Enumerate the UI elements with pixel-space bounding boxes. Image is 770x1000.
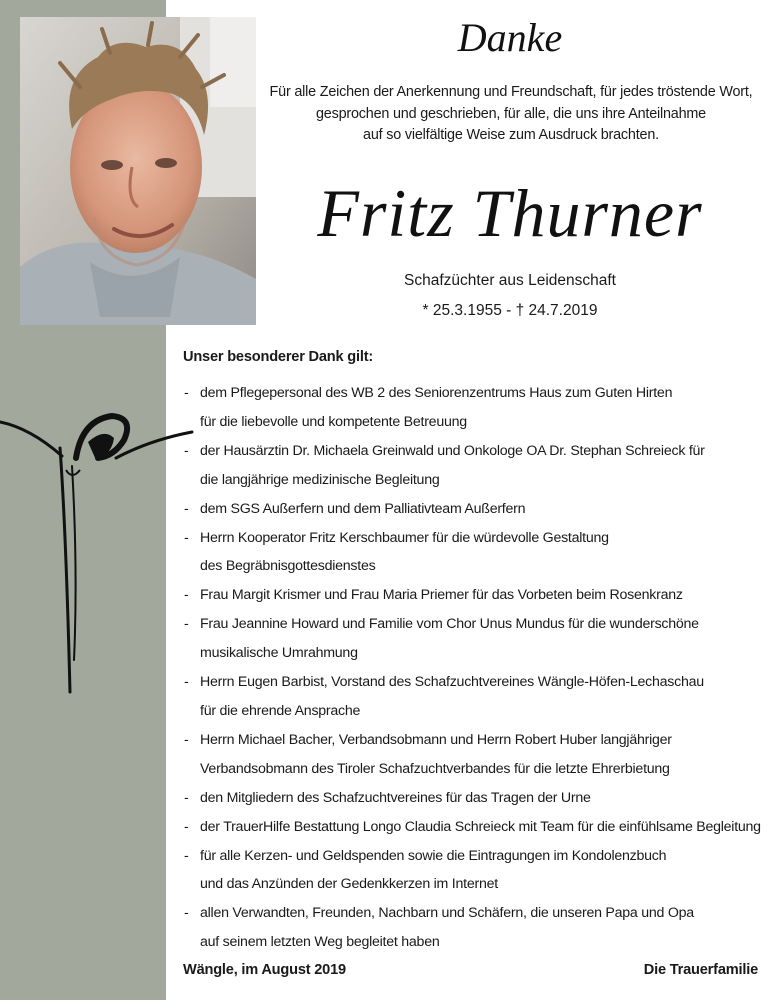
bullet-dash: - (184, 587, 189, 604)
bullet-dash: - (184, 789, 189, 806)
list-item (180, 379, 765, 437)
list-item-line: den Mitgliedern des Schafzuchtvereines für das Tragen der Urne (200, 789, 591, 806)
place-and-date: Wängle, im August 2019 (183, 962, 346, 978)
bullet-dash: - (184, 818, 189, 835)
bullet-dash: - (184, 731, 189, 748)
list-item-line: Herrn Eugen Barbist, Vorstand des Schafzuchtvereines Wängle-Höfen-Lechaschau (200, 674, 704, 691)
list-item (180, 437, 765, 495)
list-item-line: Frau Margit Krismer und Frau Maria Priemer für das Vorbeten beim Rosenkranz (200, 587, 683, 604)
list-item (180, 610, 765, 668)
deceased-subtitle: Schafzüchter aus Leidenschaft (404, 272, 616, 289)
list-item-line: für die ehrende Ansprache (200, 702, 361, 719)
bullet-dash: - (184, 905, 189, 922)
list-item-line: die langjährige medizinische Begleitung (200, 471, 440, 488)
thanks-title: Danke (457, 15, 563, 60)
list-item-line: und das Anzünden der Gedenkkerzen im Internet (200, 876, 498, 893)
list-item-line: allen Verwandten, Freunden, Nachbarn und Schäfern, die unseren Papa und Opa (200, 905, 694, 922)
portrait-photo (20, 17, 256, 325)
life-dates: * 25.3.1955 - † 24.7.2019 (422, 302, 598, 319)
list-item (180, 726, 765, 784)
bullet-dash: - (184, 529, 189, 546)
list-item (180, 899, 765, 957)
thanks-heading: Unser besonderer Dank gilt: (183, 349, 374, 365)
bullet-dash: - (184, 847, 189, 864)
bullet-dash: - (184, 442, 189, 459)
list-item-line: auf seinem letzten Weg begleitet haben (200, 934, 440, 951)
bullet-dash: - (184, 616, 189, 633)
list-item-line: Verbandsobmann des Tiroler Schafzuchtverbandes für die letzte Ehrerbietung (200, 760, 670, 777)
bullet-dash: - (184, 674, 189, 691)
bullet-dash: - (184, 500, 189, 517)
list-item-line: musikalische Umrahmung (200, 645, 358, 662)
bullet-dash: - (184, 385, 189, 401)
deceased-name: Fritz Thurner (317, 175, 703, 251)
intro-line: Für alle Zeichen der Anerkennung und Freundschaft, für jedes tröstende Wort, (269, 84, 753, 100)
list-item (180, 495, 765, 524)
list-item-line: Herrn Kooperator Fritz Kerschbaumer für die würdevolle Gestaltung (200, 529, 609, 546)
list-item (180, 784, 765, 813)
list-item-line: Herrn Michael Bacher, Verbandsobmann und Herrn Robert Huber langjähriger (200, 731, 672, 748)
list-item (180, 668, 765, 726)
list-item-line: dem Pflegepersonal des WB 2 des Seniorenzentrums Haus zum Guten Hirten (200, 385, 673, 401)
list-item-line: für alle Kerzen- und Geldspenden sowie die Eintragungen im Kondolenzbuch (200, 847, 667, 864)
signature: Die Trauerfamilie (643, 962, 758, 978)
crucifix-ornament-icon (0, 370, 200, 710)
intro-line: gesprochen und geschrieben, für alle, die uns ihre Anteilnahme (315, 105, 706, 122)
list-item (180, 813, 765, 842)
list-item-line: der TrauerHilfe Bestattung Longo Claudia Schreieck mit Team für die einfühlsame Begleitung (200, 818, 761, 835)
intro-text (266, 82, 756, 147)
list-item (180, 524, 765, 582)
list-item-line: Frau Jeannine Howard und Familie vom Chor Unus Mundus für die wunderschöne (200, 616, 699, 633)
list-item (180, 581, 765, 610)
intro-line: auf so vielfältige Weise zum Ausdruck brachten. (363, 127, 659, 143)
list-item-line: für die liebevolle und kompetente Betreuung (200, 413, 467, 430)
list-item-line: der Hausärztin Dr. Michaela Greinwald und Onkologe OA Dr. Stephan Schreieck für (200, 442, 705, 459)
thanks-list (180, 379, 765, 957)
list-item-line: des Begräbnisgottesdienstes (200, 558, 376, 575)
list-item-line: dem SGS Außerfern und dem Palliativteam Außerfern (200, 500, 526, 517)
list-item (180, 842, 765, 900)
